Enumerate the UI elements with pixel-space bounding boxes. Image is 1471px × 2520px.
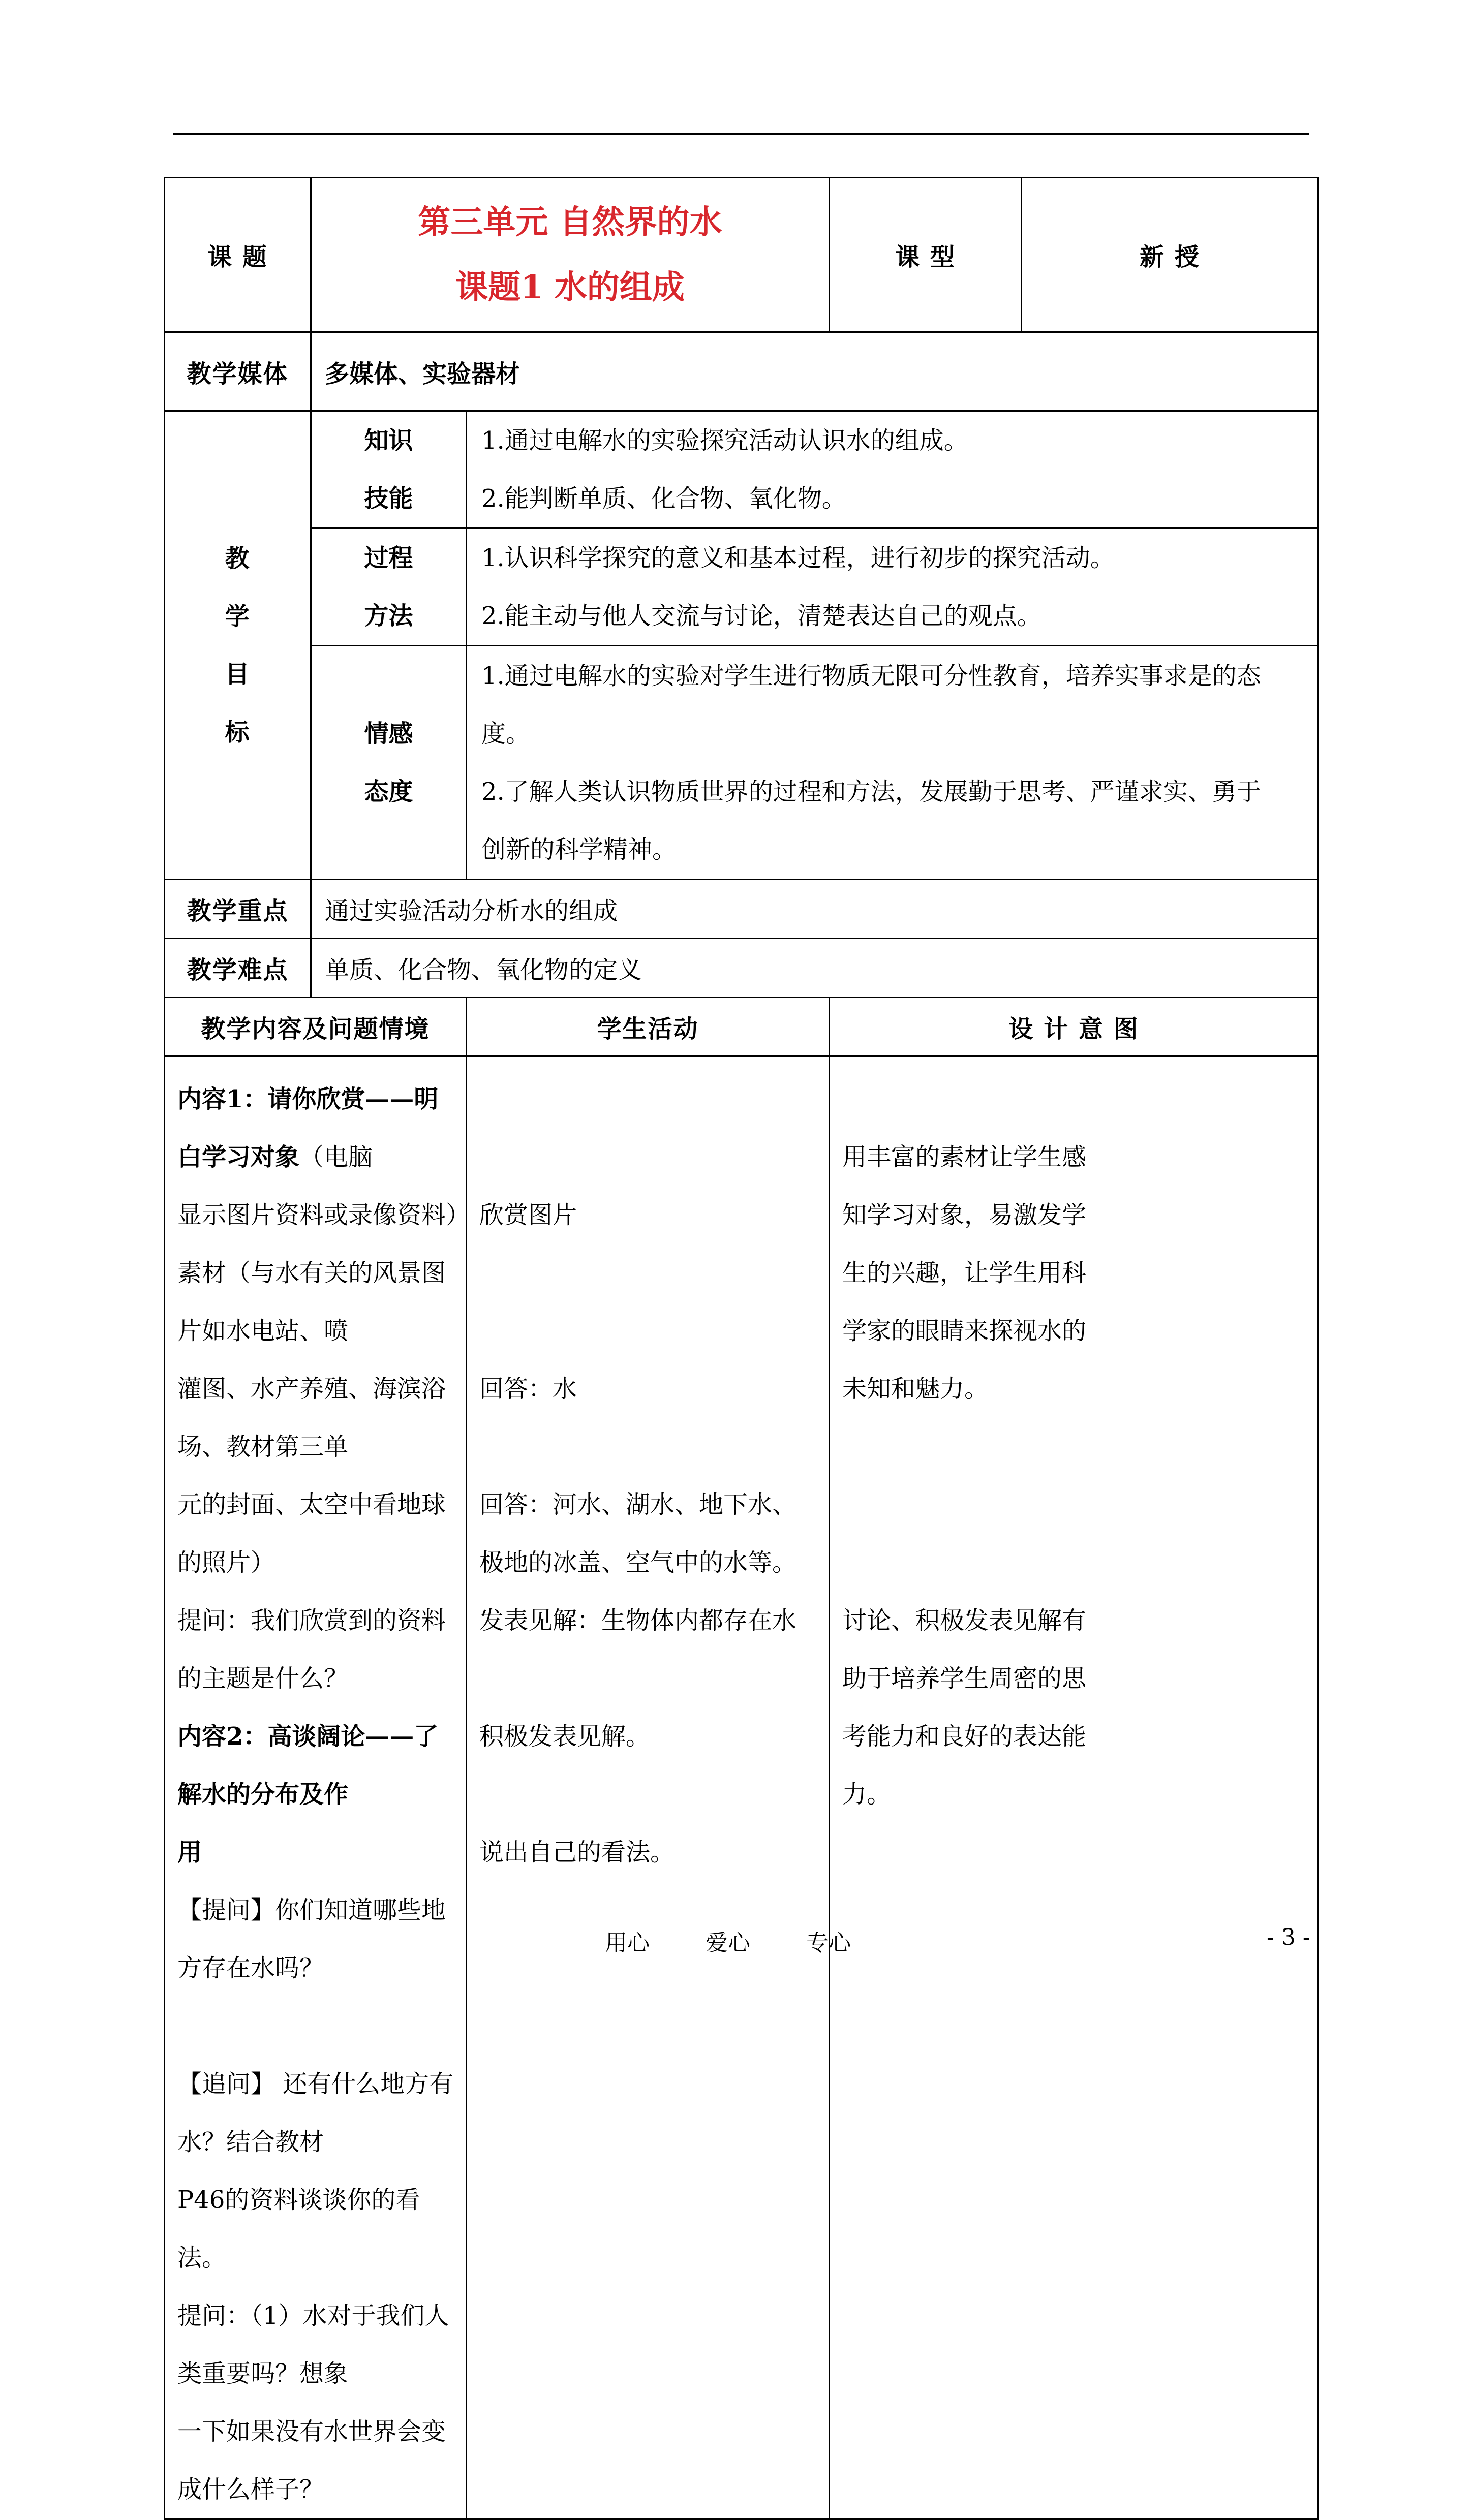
- difficulty-row: [165, 939, 1319, 998]
- design-column: [830, 1056, 1319, 2519]
- content-line: [177, 2287, 458, 2403]
- activity-line: [479, 1765, 821, 1823]
- goal-attitude-row: [165, 646, 1319, 880]
- goal-knowledge-text: 1.通过电解水的实验探究活动认识水的组成。 2.能判断单质、化合物、氧化物。: [467, 411, 1319, 528]
- design-line: 考能力和良好的表达能: [842, 1722, 1087, 1751]
- content-line-bold: 内容2：高谈阔论——了解水的分布及作: [177, 1722, 439, 1809]
- header-rule: [173, 133, 1309, 135]
- page-footer: [0, 1924, 1471, 1960]
- design-line: [842, 1476, 1310, 1534]
- content-line: [177, 1592, 458, 1707]
- content-line-text: 提问：我们欣赏到的资料的主题是什么？: [177, 1606, 446, 1693]
- activity-line: 极地的冰盖、空气中的水等。: [479, 1548, 797, 1577]
- activity-column: [467, 1056, 830, 2519]
- title-line-1: 第三单元 自然界的水: [418, 203, 722, 241]
- lesson-title: [311, 178, 830, 332]
- content-line-text: 素材（与水有关的风景图片如水电站、喷: [177, 1259, 446, 1345]
- content-column: [165, 1056, 471, 2519]
- activity-line: 回答：水: [479, 1375, 577, 1403]
- content-line-text: 【提问】你们知道哪些地方存在水吗？: [177, 1896, 446, 1982]
- topic-row: [165, 178, 1319, 332]
- content-line-text: （电脑: [299, 1143, 373, 1171]
- activity-line: [479, 1650, 821, 1707]
- content-line: [177, 1244, 458, 1360]
- design-line: [842, 1823, 1310, 1881]
- type-value: 新 授: [1022, 178, 1319, 332]
- content-line: [177, 1070, 458, 1186]
- media-label: 教学媒体: [165, 332, 311, 411]
- content-line: [177, 1997, 458, 2055]
- content-line-text: 一下如果没有水世界会变成什么样子？: [177, 2417, 446, 2504]
- lesson-plan-table: [164, 177, 1319, 2520]
- column-content-header: 教学内容及问题情境: [165, 998, 467, 1056]
- focus-label: 教学重点: [165, 880, 311, 939]
- activity-line: [479, 1070, 821, 1128]
- media-row: [165, 332, 1319, 411]
- goal-process-row: [165, 528, 1319, 646]
- content-line-text: 元的封面、太空中看地球的照片）: [177, 1490, 446, 1577]
- difficulty-value: 单质、化合物、氧化物的定义: [311, 939, 1319, 998]
- activity-line: 说出自己的看法。: [479, 1838, 675, 1866]
- activity-line: [479, 1418, 821, 1476]
- content-line: [177, 2171, 458, 2287]
- focus-value: 通过实验活动分析水的组成: [311, 880, 1319, 939]
- columns-header-row: [165, 998, 1319, 1056]
- design-line: 用丰富的素材让学生感: [842, 1143, 1087, 1171]
- design-line: [842, 1534, 1310, 1592]
- content-line: [177, 1360, 458, 1476]
- goal-knowledge-row: [165, 411, 1319, 528]
- activity-line: [479, 1244, 821, 1302]
- design-line: 力。: [842, 1780, 892, 1809]
- design-line: [842, 1418, 1310, 1476]
- activity-line: 欣赏图片: [479, 1201, 577, 1229]
- design-line: 学家的眼睛来探视水的: [842, 1317, 1087, 1345]
- design-line: 助于培养学生周密的思: [842, 1664, 1087, 1693]
- body-row: [165, 1056, 1319, 2519]
- content-line-bold: 用: [177, 1838, 202, 1866]
- page-number: - 3 -: [1267, 1924, 1310, 1950]
- goal-attitude-label: 情感 态度: [311, 646, 467, 880]
- media-value: 多媒体、实验器材: [311, 332, 1319, 411]
- design-line: 知学习对象，易激发学: [842, 1201, 1087, 1229]
- design-line: [842, 1070, 1310, 1128]
- content-line: [177, 1823, 458, 1881]
- content-line: [177, 1476, 458, 1592]
- column-design-header: 设 计 意 图: [830, 998, 1319, 1056]
- content-line-text: 灌图、水产养殖、海滨浴场、教材第三单: [177, 1375, 446, 1461]
- activity-line: 发表见解：生物体内都存在水: [479, 1606, 797, 1635]
- activity-line: [479, 1302, 821, 1360]
- activity-line: 回答：河水、湖水、地下水、: [479, 1490, 797, 1519]
- content-line-bold: 内容1：请你欣赏——明白学习对象: [177, 1085, 439, 1171]
- topic-label: 课 题: [165, 178, 311, 332]
- content-line-text: 【追问】 还有什么地方有水？结合教材: [177, 2070, 454, 2156]
- goal-process-label: 过程 方法: [311, 528, 467, 646]
- title-line-2: 课题1 水的组成: [455, 268, 685, 306]
- activity-line: 积极发表见解。: [479, 1722, 651, 1751]
- content-line: [177, 2403, 458, 2518]
- design-line: 未知和魅力。: [842, 1375, 989, 1403]
- goal-attitude-text: 1.通过电解水的实验对学生进行物质无限可分性教育，培养实事求是的态 度。 2.了解人类认识物质世界的过程和方法，发展勤于思考、严谨求实、勇于 创新的科学精神。: [467, 646, 1319, 880]
- content-line: [177, 1186, 471, 1244]
- type-label: 课 型: [830, 178, 1022, 332]
- content-line: [177, 2055, 458, 2171]
- goals-label: 教 学 目 标: [165, 411, 311, 880]
- design-line: 生的兴趣，让学生用科: [842, 1259, 1087, 1287]
- content-line-text: P46的资料谈谈你的看法。: [177, 2186, 420, 2272]
- focus-row: [165, 880, 1319, 939]
- goal-process-text: 1.认识科学探究的意义和基本过程，进行初步的探究活动。 2.能主动与他人交流与讨论，清楚表达自己的观点。: [467, 528, 1319, 646]
- design-line: 讨论、积极发表见解有: [842, 1606, 1087, 1635]
- column-activity-header: 学生活动: [467, 998, 830, 1056]
- activity-line: [479, 1128, 821, 1186]
- difficulty-label: 教学难点: [165, 939, 311, 998]
- content-line: [177, 1707, 458, 1823]
- content-line-text: 显示图片资料或录像资料）: [177, 1201, 471, 1229]
- content-line-text: 提问：（1）水对于我们人类重要吗？想象: [177, 2301, 449, 2388]
- goal-knowledge-label: 知识 技能: [311, 411, 467, 528]
- footer-motto: 用心 爱心 专心: [605, 1930, 851, 1956]
